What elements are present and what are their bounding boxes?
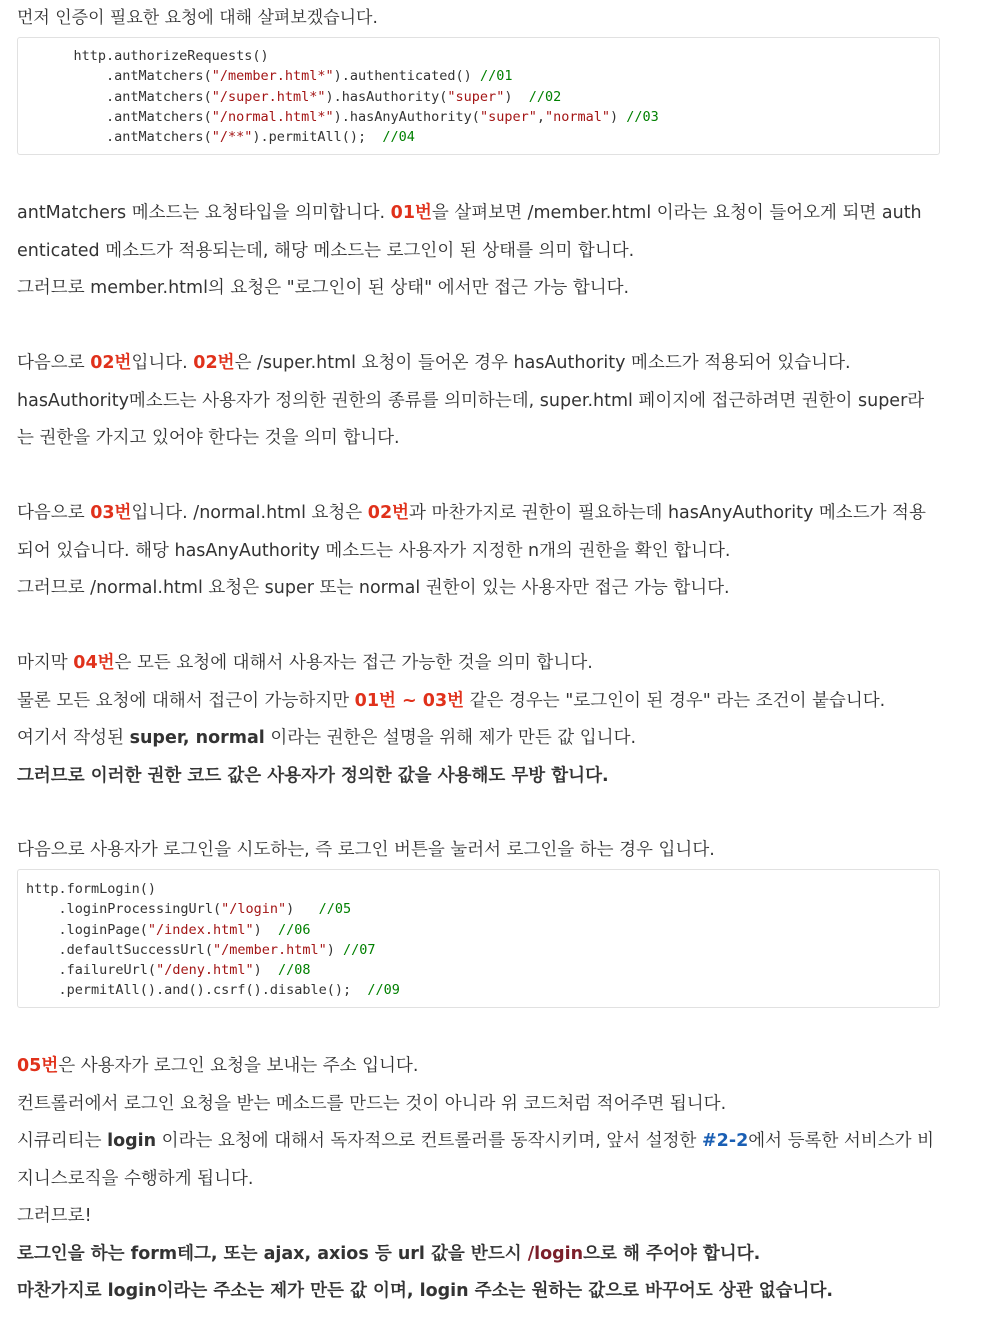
code-token: ): [610, 108, 627, 125]
code-line: [41, 66, 939, 86]
text-segment: 시큐리티는: [17, 1131, 108, 1151]
text-segment: 여기서 작성된: [17, 728, 130, 748]
text-segment: 그러므로!: [17, 1206, 92, 1226]
code-string: "/**": [211, 129, 253, 146]
code-string: "/deny.html": [156, 962, 254, 979]
emphasis-text: login: [107, 1131, 157, 1151]
highlight-number: 02번: [367, 503, 410, 523]
code-string: "/member.html": [212, 941, 327, 958]
highlight-number: 02번: [90, 353, 132, 373]
section-link[interactable]: #2-2: [701, 1131, 749, 1151]
code-token: ): [253, 921, 278, 938]
code-comment: //06: [277, 921, 311, 938]
text-line: [17, 1161, 942, 1199]
text-line: [17, 1198, 942, 1236]
code-block-formlogin: [17, 869, 940, 1008]
code-string: "/super.html*": [211, 88, 326, 105]
para-05: [17, 1048, 942, 1311]
code-token: ,: [536, 108, 545, 125]
code-token: .defaultSuccessUrl(: [58, 941, 213, 958]
text-segment: 은 /super.html 요청이 들어온 경우 hasAuthority 메소드가 적용되어 있습니다.: [234, 353, 851, 373]
highlight-number: 04번: [73, 653, 115, 673]
text-segment: 과 마찬가지로 권한이 필요하는데 hasAnyAuthority 메소드가 적용: [409, 503, 926, 523]
code-line: [41, 127, 939, 147]
para-03: [17, 495, 942, 608]
para-formlogin-intro: [17, 832, 942, 870]
text-segment: 같은 경우는 "로그인이 된 경우" 라는 조건이 붙습니다.: [464, 690, 886, 711]
code-authorize: [41, 46, 939, 147]
text-line: [17, 758, 942, 796]
code-string: "/normal.html*": [211, 108, 334, 125]
text-line: [17, 533, 942, 571]
code-line: [26, 960, 939, 980]
code-line: [26, 940, 939, 960]
emphasis-text: 마찬가지로 login이라는 주소는 제가 만든 값 이며, login 주소는 원하는 값으로 바꾸어도 상관 없습니다.: [17, 1281, 833, 1301]
code-comment: //03: [626, 108, 659, 125]
para-04: [17, 645, 942, 795]
code-comment: //02: [528, 88, 562, 105]
text-segment: 은 사용자가 로그인 요청을 보내는 주소 입니다.: [58, 1056, 419, 1076]
code-string: "normal": [544, 108, 611, 125]
text-segment: 에서 등록한 서비스가 비: [748, 1131, 935, 1151]
text-segment: 입니다. /normal.html 요청은: [131, 503, 368, 523]
text-line: [17, 645, 942, 683]
text-line: [17, 1273, 942, 1311]
code-line: [26, 980, 939, 1000]
code-token: .permitAll().and().csrf().disable();: [58, 982, 368, 999]
code-line: [26, 899, 939, 919]
code-line: [26, 920, 939, 940]
text-segment: 물론 모든 요청에 대해서 접근이 가능하지만: [17, 690, 355, 711]
code-comment: //08: [278, 962, 311, 979]
emphasis-text: /login: [527, 1243, 584, 1264]
text-line: [17, 1086, 942, 1124]
emphasis-text: super, normal: [129, 728, 265, 748]
highlight-number: 03번: [90, 503, 132, 523]
text-line: [17, 345, 942, 383]
code-formlogin: [26, 879, 939, 1001]
code-block-authorize: [17, 37, 940, 155]
text-line: [17, 495, 942, 533]
code-token: ): [253, 962, 278, 979]
text-segment: 은 모든 요청에 대해서 사용자는 접근 가능한 것을 의미 합니다.: [114, 653, 593, 673]
code-token: .loginProcessingUrl(: [58, 901, 222, 918]
text-segment: antMatchers 메소드는 요청타입을 의미합니다.: [17, 203, 391, 223]
para-antmatchers: [17, 195, 942, 308]
text-segment: 이라는 권한은 설명을 위해 제가 만든 값 입니다.: [264, 728, 637, 748]
code-token: http.formLogin(): [26, 881, 157, 897]
code-token: .antMatchers(: [106, 68, 212, 85]
text-line: [17, 570, 942, 608]
text-segment: 그러므로 /normal.html 요청은 super 또는 normal 권한이 있는 사용자만 접근 가능 합니다.: [17, 578, 730, 598]
code-token: http.authorizeRequests(): [73, 48, 269, 64]
code-comment: //01: [479, 68, 513, 85]
highlight-number: 01번 ~ 03번: [354, 690, 465, 711]
text-line: [17, 195, 942, 233]
code-line: [41, 87, 939, 107]
highlight-number: 01번: [390, 203, 432, 223]
text-segment: 컨트롤러에서 로그인 요청을 받는 메소드를 만드는 것이 아니라 위 코드처럼 적어주면 됩니다.: [17, 1093, 727, 1114]
code-token: ): [326, 941, 344, 958]
text-line: [17, 683, 942, 721]
code-token: ): [286, 901, 319, 918]
intro-text: 먼저 인증이 필요한 요청에 대해 살펴보겠습니다.: [17, 8, 378, 28]
code-string: "super": [447, 88, 505, 105]
text-segment: 는 권한을 가지고 있어야 한다는 것을 의미 합니다.: [17, 428, 400, 448]
para-02: [17, 345, 942, 458]
text-line: [17, 383, 942, 421]
text-line: [17, 1048, 942, 1086]
code-token: ).hasAuthority(: [325, 88, 448, 105]
highlight-number: 02번: [193, 353, 235, 373]
text-segment: 되어 있습니다. 해당 hasAnyAuthority 메소드는 사용자가 지정한 n개의 권한을 확인 합니다.: [17, 540, 731, 561]
text-segment: 마지막: [17, 653, 74, 673]
code-token: .failureUrl(: [58, 962, 157, 979]
code-token: .antMatchers(: [106, 108, 212, 125]
text-line: [17, 420, 942, 458]
code-comment: //04: [382, 129, 415, 146]
text-segment: 그러므로 member.html의 요청은 "로그인이 된 상태" 에서만 접근 가능 합니다.: [17, 278, 630, 298]
code-comment: //05: [318, 901, 352, 918]
text-segment: 입니다.: [131, 353, 194, 373]
emphasis-text: 그러므로 이러한 권한 코드 값은 사용자가 정의한 값을 사용해도 무방 합니다.: [17, 765, 609, 786]
code-line: [41, 46, 939, 66]
highlight-number: 05번: [17, 1056, 59, 1076]
code-string: "/login": [221, 901, 287, 918]
text-segment: 다음으로 사용자가 로그인을 시도하는, 즉 로그인 버튼을 눌러서 로그인을 하는 경우 입니다.: [17, 840, 715, 860]
emphasis-text: 으로 해 주어야 합니다.: [583, 1243, 761, 1264]
text-segment: 지니스로직을 수행하게 됩니다.: [17, 1168, 254, 1189]
code-string: "/member.html*": [211, 68, 334, 85]
code-string: "/index.html": [147, 921, 254, 938]
text-line: [17, 832, 942, 870]
code-token: ).hasAnyAuthority(: [333, 108, 480, 125]
code-string: "super": [479, 108, 537, 125]
code-token: ): [504, 88, 529, 105]
text-segment: enticated 메소드가 적용되는데, 해당 메소드는 로그인이 된 상태를 의미 합니다.: [17, 240, 635, 261]
text-line: [17, 1236, 942, 1274]
code-token: .loginPage(: [58, 921, 148, 938]
text-line: [17, 270, 942, 308]
text-segment: hasAuthority메소드는 사용자가 정의한 권한의 종류를 의미하는데, super.html 페이지에 접근하려면 권한이 super라: [17, 390, 925, 411]
code-token: .antMatchers(: [106, 129, 212, 146]
text-line: [17, 720, 942, 758]
text-segment: 다음으로: [17, 353, 91, 373]
code-token: .antMatchers(: [106, 88, 212, 105]
text-line: [17, 1123, 942, 1161]
text-segment: 이라는 요청에 대해서 독자적으로 컨트롤러를 동작시키며, 앞서 설정한: [156, 1131, 702, 1151]
code-comment: //09: [367, 982, 400, 999]
code-token: ).authenticated(): [333, 68, 480, 85]
emphasis-text: 로그인을 하는 form테그, 또는 ajax, axios 등 url 값을 반드시: [17, 1243, 528, 1264]
text-segment: 다음으로: [17, 503, 91, 523]
code-token: ).permitAll();: [252, 129, 383, 146]
text-line: [17, 233, 942, 271]
code-line: [26, 879, 939, 899]
code-line: [41, 107, 939, 127]
text-segment: 을 살펴보면 /member.html 이라는 요청이 들어오게 되면 auth: [431, 203, 922, 223]
code-comment: //07: [343, 941, 376, 958]
